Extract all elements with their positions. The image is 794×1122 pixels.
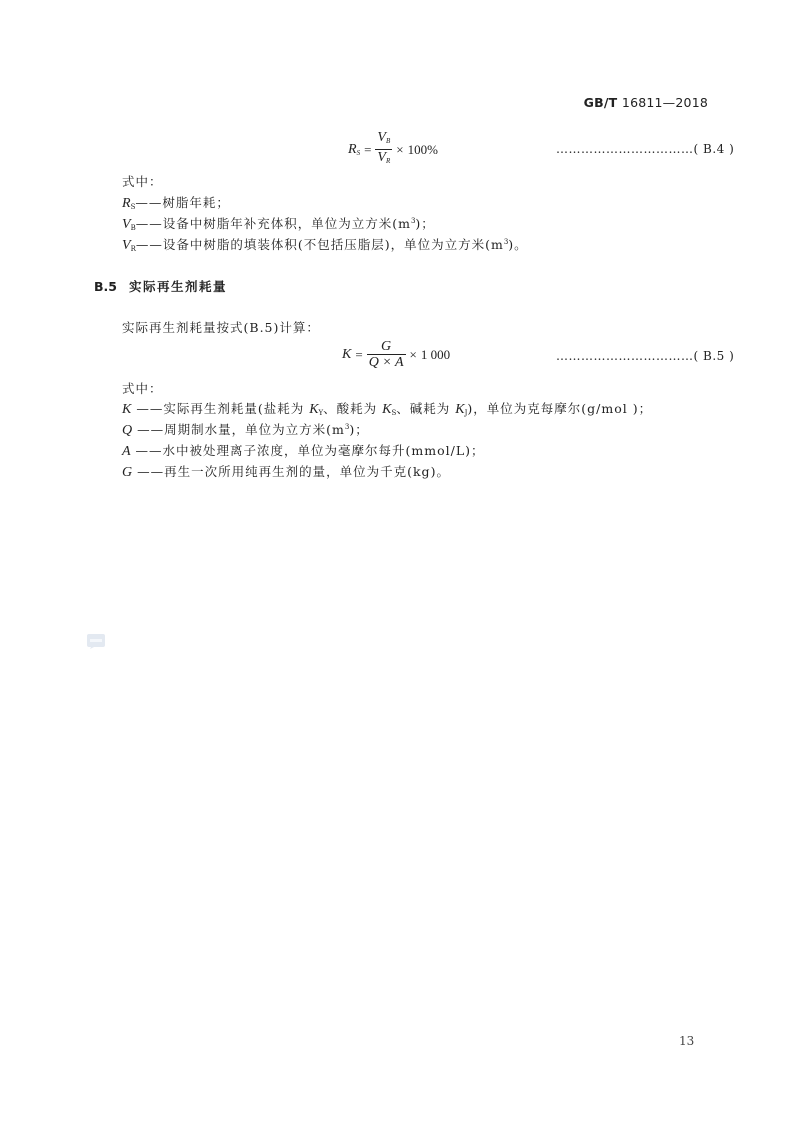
- where-item-q: Q ——周期制水量，单位为立方米$(m^3)$；: [122, 422, 369, 438]
- where-label-b4: 式中：: [122, 174, 163, 189]
- formula-b5-times: ×: [409, 346, 417, 362]
- formula-b5-denominator: Q × A: [368, 355, 404, 370]
- formula-b5: [342, 339, 450, 370]
- page-number: 13: [679, 1034, 695, 1048]
- watermark-logo-icon: [86, 633, 106, 650]
- standard-number: 16811—2018: [621, 95, 708, 110]
- formula-b5-numerator: G: [367, 339, 406, 355]
- formula-b5-fraction: [367, 339, 406, 370]
- standard-prefix: GB/T: [583, 95, 618, 110]
- where-item-k: K ——实际再生剂耗量(盐耗为 $K_Y$、酸耗为 $K_S$、碱耗为 $K_J$)，单位为克每摩尔(g/mol )；: [122, 401, 653, 417]
- formula-b4-denominator: $V_R$: [377, 150, 391, 165]
- formula-b4-eq: =: [364, 141, 372, 157]
- formula-b4-lhs: $R_S$: [348, 141, 361, 157]
- standard-code: [584, 95, 708, 110]
- formula-b4-factor: 100%: [407, 141, 438, 157]
- formula-b4-fraction: [375, 130, 392, 169]
- section-title: 实际再生剂耗量: [128, 279, 227, 294]
- where-label-b5: 式中：: [122, 381, 163, 396]
- where-item-rs: $R_S——$树脂年耗；: [122, 195, 230, 211]
- where-item-vr: $V_R——$设备中树脂的填装体积(不包括压脂层)，单位为立方米$(m^3)$。: [122, 237, 528, 253]
- where-item-g: G ——再生一次所用纯再生剂的量，单位为千克(kg)。: [122, 464, 450, 480]
- where-item-vb: $V_B——$设备中树脂年补充体积，单位为立方米$(m^3)$；: [122, 216, 435, 232]
- formula-b5-number: ……………………………( B.5 ): [556, 349, 735, 363]
- where-item-a: A ——水中被处理离子浓度，单位为毫摩尔每升(mmol/L)；: [122, 443, 485, 459]
- formula-b5-eq: =: [355, 346, 363, 362]
- intro-b5: 实际再生剂耗量按式(B.5)计算：: [122, 320, 320, 335]
- formula-b4: [348, 130, 438, 169]
- formula-b4-times: ×: [396, 141, 404, 157]
- formula-b5-factor: 1 000: [420, 346, 451, 362]
- formula-b4-numerator: $V_B$: [375, 130, 392, 150]
- section-heading-b5: [94, 277, 227, 295]
- section-number: B.5: [94, 279, 117, 294]
- formula-b5-lhs: K: [342, 346, 352, 362]
- formula-b4-number: ……………………………( B.4 ): [556, 142, 735, 156]
